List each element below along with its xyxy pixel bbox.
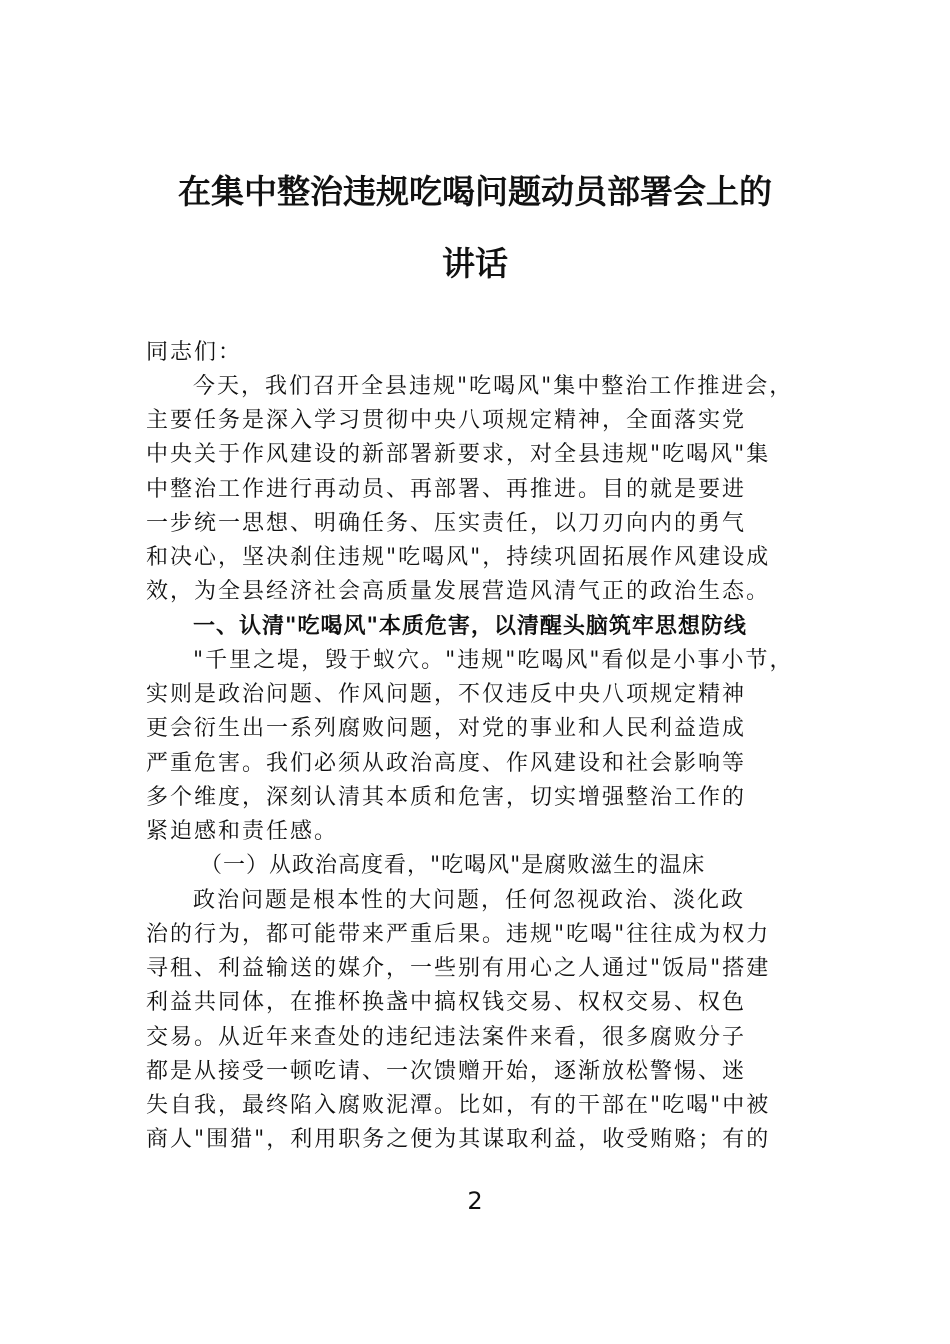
salutation: 同志们： (146, 340, 243, 365)
body-line: 实则是政治问题、作风问题，不仅违反中央八项规定精神 (146, 682, 747, 707)
body-line: 更会衍生出一系列腐败问题，对党的事业和人民利益造成 (146, 716, 747, 741)
body-line: 一步统一思想、明确任务、压实责任，以刀刃向内的勇气 (146, 511, 747, 536)
body-line: 多个维度，深刻认清其本质和危害，切实增强整治工作的 (146, 785, 747, 810)
body-line: 都是从接受一顿吃请、一次馈赠开始，逐渐放松警惕、迷 (146, 1059, 747, 1084)
subsection-heading-1: （一）从政治高度看，"吃喝风"是腐败滋生的温床 (200, 853, 706, 878)
body-line: 和决心，坚决刹住违规"吃喝风"，持续巩固拓展作风建设成 (146, 545, 771, 570)
body-line: 商人"围猎"，利用职务之便为其谋取利益，收受贿赂；有的 (146, 1127, 771, 1152)
body-line: 今天，我们召开全县违规"吃喝风"集中整治工作推进会， (193, 374, 794, 399)
body-line: 失自我，最终陷入腐败泥潭。比如，有的干部在"吃喝"中被 (146, 1093, 771, 1118)
body-line: 中整治工作进行再动员、再部署、再推进。目的就是要进 (146, 477, 747, 502)
document-title-line-1: 在集中整治违规吃喝问题动员部署会上的 (178, 172, 772, 211)
page-number: 2 (467, 1187, 483, 1215)
body-line: "千里之堤，毁于蚁穴。"违规"吃喝风"看似是小事小节， (193, 648, 794, 673)
document-title-line-2: 讲话 (442, 244, 508, 283)
body-line: 主要任务是深入学习贯彻中央八项规定精神，全面落实党 (146, 408, 747, 433)
body-line: 紧迫感和责任感。 (146, 819, 339, 844)
body-line: 效，为全县经济社会高质量发展营造风清气正的政治生态。 (146, 579, 771, 604)
body-line: 中央关于作风建设的新部署新要求，对全县违规"吃喝风"集 (146, 442, 771, 467)
body-line: 严重危害。我们必须从政治高度、作风建设和社会影响等 (146, 751, 747, 776)
body-line: 治的行为，都可能带来严重后果。违规"吃喝"往往成为权力 (146, 922, 771, 947)
body-line: 交易。从近年来查处的违纪违法案件来看，很多腐败分子 (146, 1025, 747, 1050)
section-heading-1: 一、认清"吃喝风"本质危害，以清醒头脑筑牢思想防线 (193, 614, 747, 639)
body-line: 政治问题是根本性的大问题，任何忽视政治、淡化政 (193, 888, 746, 913)
body-line: 利益共同体，在推杯换盏中搞权钱交易、权权交易、权色 (146, 990, 747, 1015)
body-line: 寻租、利益输送的媒介，一些别有用心之人通过"饭局"搭建 (146, 956, 771, 981)
